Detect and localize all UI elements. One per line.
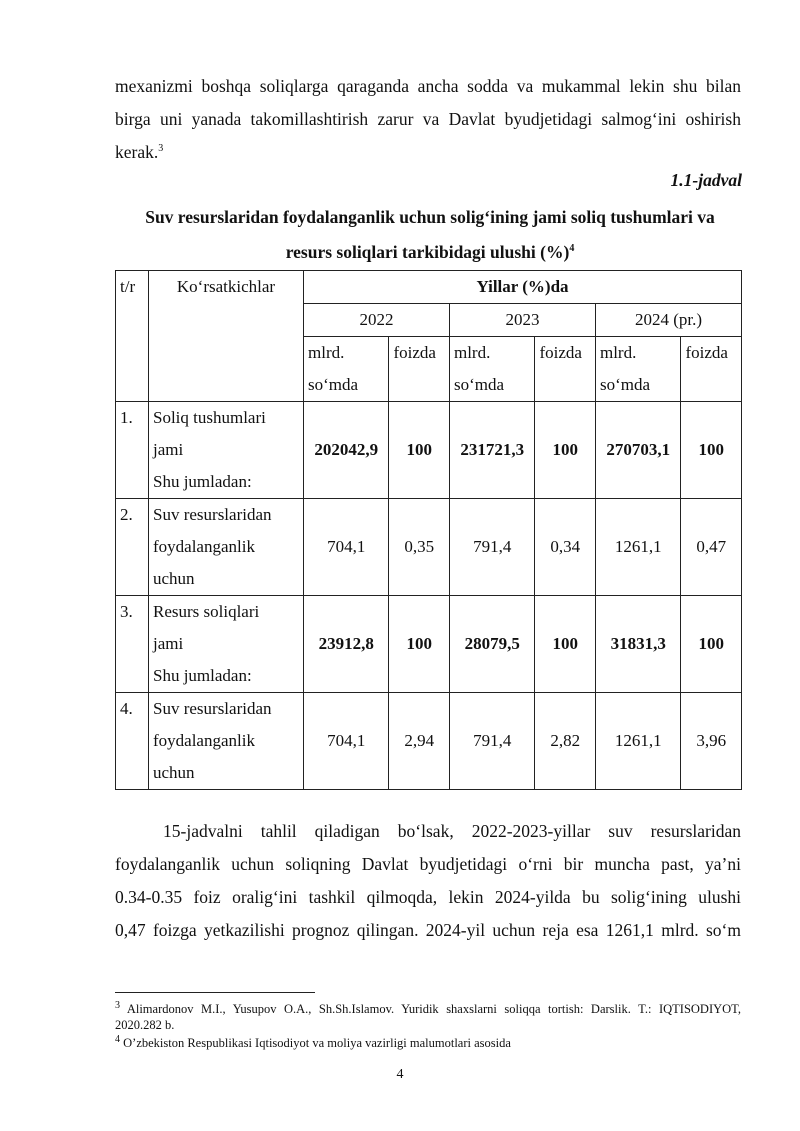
intro-line-3-text: kerak. [115, 142, 159, 162]
unit-amount-2023 [449, 337, 534, 402]
value-2022-amount: 704,1 [304, 499, 389, 596]
unit-amount-line-1: mlrd. [599, 343, 637, 362]
footnote-ref-4: 4 [569, 243, 575, 255]
table-label: 1.1-jadval [670, 170, 742, 190]
row-label-line: Shu jumladan: [153, 666, 252, 685]
unit-amount-2024 [595, 337, 680, 402]
value-2023-percent: 2,82 [535, 693, 596, 790]
analysis-line-4: 0,47 foizga yetkazilishi prognoz qilingan. 2024-yil uchun reja esa 1261,1 mlrd. so‘m [115, 920, 741, 940]
analysis-line-2: foydalanganlik uchun soliqning Davlat byudjetidagi o‘rni bir muncha past, ya’ni [115, 854, 741, 874]
header-year-2022: 2022 [304, 304, 450, 337]
value-2022-percent: 100 [389, 402, 450, 499]
value-2024-amount: 1261,1 [595, 693, 680, 790]
header-no: t/r [116, 271, 149, 402]
analysis-paragraph [115, 815, 741, 947]
unit-percent-2022: foizda [389, 337, 450, 402]
value-2024-amount: 31831,3 [595, 596, 680, 693]
value-2023-amount: 28079,5 [449, 596, 534, 693]
row-label-line: foydalanganlik [153, 537, 255, 556]
table-row [116, 596, 742, 693]
caption-line-2 [100, 235, 760, 270]
caption-line-2-text: resurs soliqlari tarkibidagi ulushi (%) [285, 242, 570, 262]
row-number: 1. [116, 402, 149, 499]
row-label-line: Suv resurslaridan [153, 699, 272, 718]
row-label-line: jami [153, 440, 184, 459]
footnote-divider [115, 992, 315, 993]
analysis-line-1: 15-jadvalni tahlil qiladigan bo‘lsak, 2022-2023-yillar suv resurslaridan [163, 821, 741, 841]
value-2024-percent: 100 [681, 402, 742, 499]
table-row [116, 499, 742, 596]
row-label [149, 402, 304, 499]
row-label-line: Shu jumladan: [153, 472, 252, 491]
footnote-4-text: O’zbekiston Respublikasi Iqtisodiyot va moliya vazirligi malumotlari asosida [123, 1036, 511, 1050]
value-2022-percent: 0,35 [389, 499, 450, 596]
unit-amount-2022 [304, 337, 389, 402]
unit-amount-line-2: so‘mda [453, 375, 505, 394]
page-number: 4 [396, 1067, 404, 1082]
footnote-3-line-2: 2020.282 b. [115, 1018, 175, 1032]
value-2022-amount: 704,1 [304, 693, 389, 790]
row-label-line: jami [153, 634, 184, 653]
intro-line-2: birga uni yanada takomillashtirish zarur va Davlat byudjetidagi salmog‘ini oshirish [115, 109, 741, 129]
intro-paragraph [115, 70, 741, 169]
header-row-1 [116, 271, 742, 304]
unit-amount-line-1: mlrd. [308, 343, 345, 362]
row-label [149, 693, 304, 790]
row-label [149, 596, 304, 693]
value-2022-amount: 202042,9 [304, 402, 389, 499]
footnote-3-mark: 3 [115, 999, 120, 1011]
header-indicator: Ko‘rsatkichlar [149, 271, 304, 402]
value-2024-amount: 1261,1 [595, 499, 680, 596]
header-year-2024: 2024 (pr.) [595, 304, 741, 337]
intro-line-3 [115, 136, 741, 169]
footnote-3-line-1 [115, 1001, 741, 1017]
row-label-line: uchun [153, 569, 195, 588]
unit-percent-2023: foizda [535, 337, 596, 402]
row-label-line: uchun [153, 763, 195, 782]
unit-amount-line-2: so‘mda [308, 375, 359, 394]
table-row [116, 402, 742, 499]
value-2023-percent: 100 [535, 596, 596, 693]
footnote-ref-3: 3 [158, 143, 164, 155]
row-number: 4. [116, 693, 149, 790]
value-2024-percent: 0,47 [681, 499, 742, 596]
footnote-4 [115, 1035, 741, 1051]
footnote-3-text: Alimardonov M.I., Yusupov O.A., Sh.Sh.Islamov. Yuridik shaxslarni soliqqa tortish: Darslik. T.: IQTISODIYOT, [126, 1002, 742, 1016]
row-number: 2. [116, 499, 149, 596]
value-2022-amount: 23912,8 [304, 596, 389, 693]
value-2022-percent: 100 [389, 596, 450, 693]
footnote-4-mark: 4 [115, 1033, 120, 1045]
value-2023-percent: 100 [535, 402, 596, 499]
caption-line-1: Suv resurslaridan foydalanganlik uchun solig‘ining jami soliq tushumlari va [145, 207, 715, 227]
value-2023-amount: 791,4 [449, 499, 534, 596]
value-2024-amount: 270703,1 [595, 402, 680, 499]
unit-percent-2024: foizda [681, 337, 742, 402]
unit-amount-line-1: mlrd. [453, 343, 491, 362]
row-label-line: Resurs soliqlari [153, 602, 260, 621]
value-2023-amount: 791,4 [449, 693, 534, 790]
row-label-line: Soliq tushumlari [153, 408, 266, 427]
intro-line-1: mexanizmi boshqa soliqlarga qaraganda ancha sodda va mukammal lekin shu bilan [115, 76, 741, 96]
header-years: Yillar (%)da [304, 271, 742, 304]
row-label [149, 499, 304, 596]
row-label-line: Suv resurslaridan [153, 505, 272, 524]
value-2023-amount: 231721,3 [449, 402, 534, 499]
table-caption [100, 200, 760, 270]
value-2022-percent: 2,94 [389, 693, 450, 790]
unit-amount-line-2: so‘mda [599, 375, 651, 394]
value-2023-percent: 0,34 [535, 499, 596, 596]
table-row [116, 693, 742, 790]
row-number: 3. [116, 596, 149, 693]
header-year-2023: 2023 [449, 304, 595, 337]
analysis-line-3: 0.34-0.35 foiz oralig‘ini tashkil qilmoqda, lekin 2024-yilda bu solig‘ining ulushi [115, 887, 741, 907]
data-table [115, 270, 742, 790]
row-label-line: foydalanganlik [153, 731, 255, 750]
value-2024-percent: 3,96 [681, 693, 742, 790]
value-2024-percent: 100 [681, 596, 742, 693]
footnote-3 [115, 1001, 741, 1033]
